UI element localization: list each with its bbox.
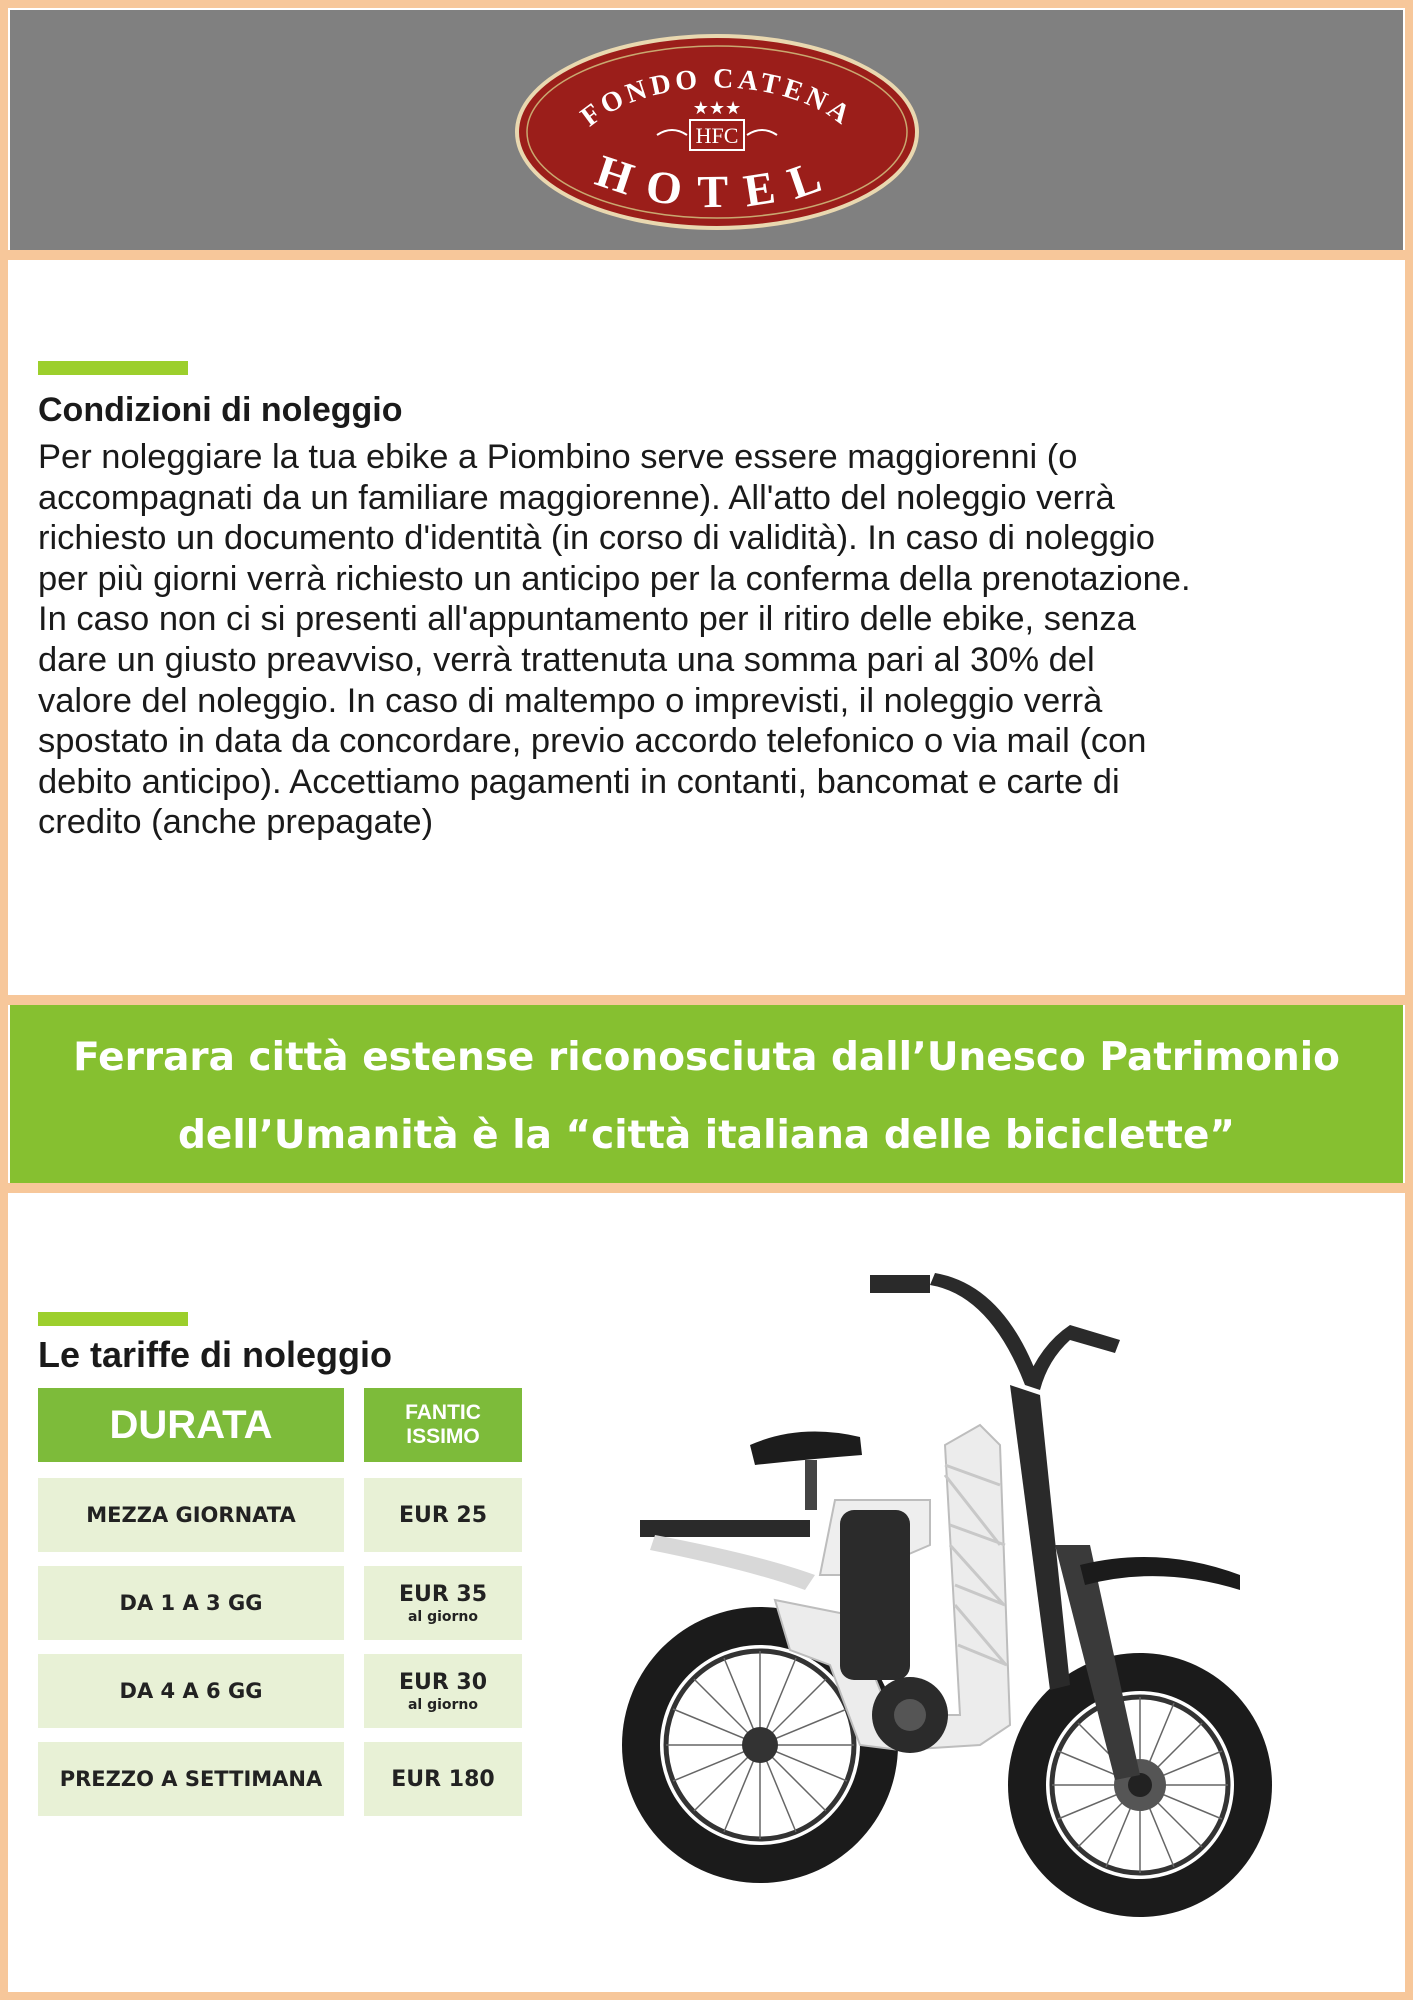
banner-line-1: Ferrara città estense riconosciuta dall’Unesco Patrimonio xyxy=(73,1035,1340,1080)
ferrara-banner xyxy=(10,1005,1403,1183)
conditions-line: per più giorni verrà richiesto un anticipo per la conferma della prenotazione. xyxy=(38,559,1191,598)
rates-header-model xyxy=(364,1388,522,1462)
logo-stars: ★★★ xyxy=(692,98,742,118)
banner-separator-top xyxy=(0,995,1413,1005)
rate-price-value: EUR 180 xyxy=(391,1766,495,1792)
model-name-line-2: ISSIMO xyxy=(406,1425,480,1448)
conditions-text xyxy=(38,437,1400,843)
rate-price-value: EUR 25 xyxy=(398,1502,488,1528)
banner-line-2: dell’Umanità è la “città italiana delle biciclette” xyxy=(177,1113,1236,1158)
hotel-logo xyxy=(507,32,927,232)
rates-accent-bar xyxy=(38,1312,188,1326)
rate-price-value: EUR 35 xyxy=(398,1581,488,1607)
rate-price-note: al giorno xyxy=(407,1608,479,1625)
section-accent-bar xyxy=(38,361,188,375)
rate-price xyxy=(364,1478,522,1552)
rates-title: Le tariffe di noleggio xyxy=(38,1334,393,1375)
rate-duration: PREZZO A SETTIMANA xyxy=(38,1742,344,1816)
conditions-line: debito anticipo). Accettiamo pagamenti in contanti, bancomat e carte di xyxy=(38,762,1120,801)
conditions-line: In caso non ci si presenti all'appuntamento per il ritiro delle ebike, senza xyxy=(38,600,1136,639)
model-name-line-1: FANTIC xyxy=(405,1401,481,1424)
banner-separator-bottom xyxy=(0,1183,1413,1193)
rate-price xyxy=(364,1654,522,1728)
conditions-title: Condizioni di noleggio xyxy=(38,391,403,429)
conditions-line: Per noleggiare la tua ebike a Piombino serve essere maggiorenni (o xyxy=(38,438,1078,476)
rate-price-note: al giorno xyxy=(407,1696,479,1713)
conditions-line: dare un giusto preavviso, verrà trattenuta una somma pari al 30% del xyxy=(38,640,1095,679)
conditions-line: credito (anche prepagate) xyxy=(38,803,434,842)
ebike-image xyxy=(600,1245,1290,1935)
rate-price xyxy=(364,1566,522,1640)
conditions-line: valore del noleggio. In caso di maltempo o imprevisti, il noleggio verrà xyxy=(38,681,1103,720)
logo-monogram: HFC xyxy=(695,123,739,148)
logo-top-text: FONDO CATENA xyxy=(575,63,859,133)
conditions-line: richiesto un documento d'identità (in corso di validità). In caso di noleggio xyxy=(38,519,1155,558)
rate-duration: DA 1 A 3 GG xyxy=(38,1566,344,1640)
rate-duration: DA 4 A 6 GG xyxy=(38,1654,344,1728)
rate-price-value: EUR 30 xyxy=(398,1669,488,1695)
rate-duration: MEZZA GIORNATA xyxy=(38,1478,344,1552)
rate-price xyxy=(364,1742,522,1816)
header-separator xyxy=(0,250,1413,260)
logo-bottom-text: HOTEL xyxy=(589,144,845,218)
conditions-line: spostato in data da concordare, previo accordo telefonico o via mail (con xyxy=(38,722,1147,761)
header-bar xyxy=(10,10,1403,250)
conditions-line: accompagnati da un familiare maggiorenne). All'atto del noleggio verrà xyxy=(38,478,1115,517)
rates-header-duration: DURATA xyxy=(38,1388,344,1462)
